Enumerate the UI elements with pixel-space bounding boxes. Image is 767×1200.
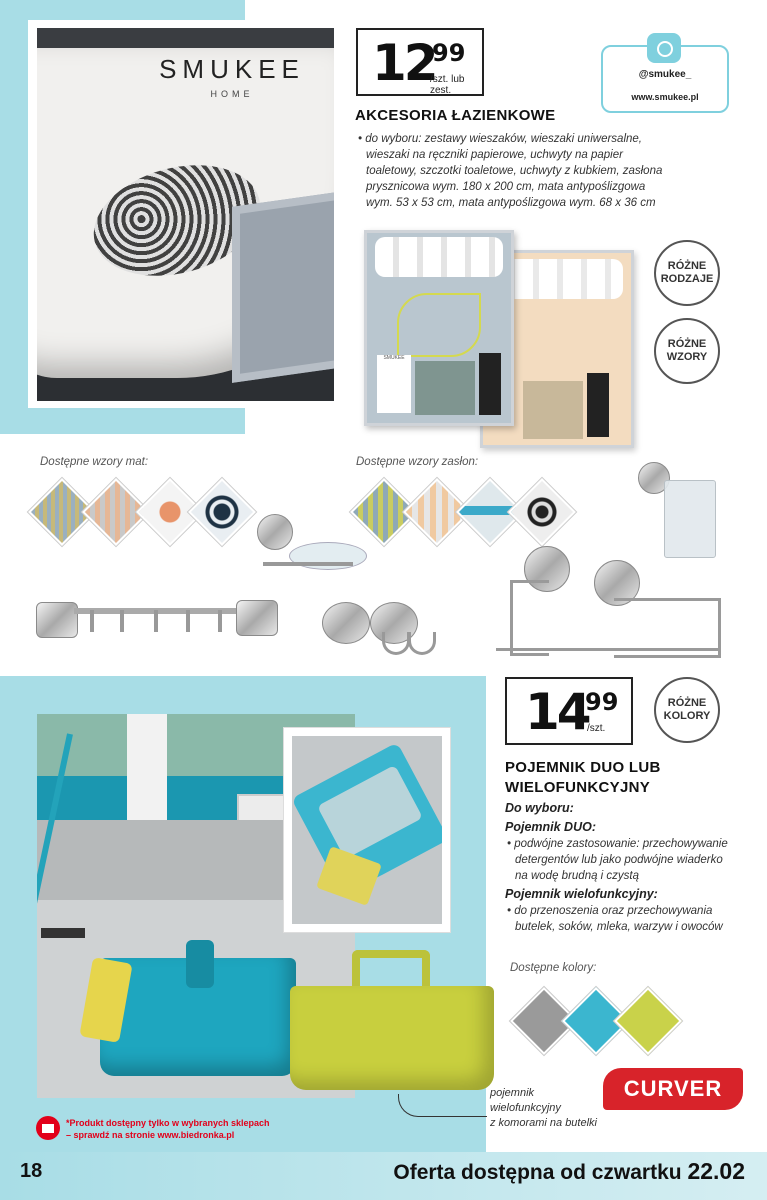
offer2-title-line2: WIELOFUNKCYJNY [505, 779, 651, 796]
price-box-offer2: 14 99 /szt. [505, 677, 633, 745]
duo-description: • podwójne zastosowanie: przechowywanie detergentów lub jako podwójne wiaderko na wodę brudną i czystą [507, 838, 728, 882]
callout-text: pojemnik wielofunkcyjny z komorami na butelki [490, 1087, 597, 1129]
smukee-logo: SMUKEE HOME [159, 54, 305, 99]
duo-bin [100, 940, 296, 1076]
offer-text: Oferta dostępna od czwartku [393, 1161, 682, 1184]
curtain-package-front: SMUKEE [364, 230, 514, 426]
teal-panel-top [0, 0, 245, 20]
biedronka-store-icon [36, 1116, 60, 1140]
hook-rail [36, 596, 278, 638]
offer-availability [393, 1158, 745, 1185]
floor-rug [232, 189, 334, 383]
colors-caption: Dostępne kolory: [510, 962, 597, 974]
cup-holder [636, 460, 716, 560]
curtain-pattern-4 [508, 478, 576, 546]
badge-rozne-rodzaje: RÓŻNE RODZAJE [654, 240, 720, 306]
teal-panel-top-bottom [0, 408, 245, 434]
badge-rozne-kolory: RÓŻNE KOLORY [654, 677, 720, 743]
towel-ring [488, 546, 722, 658]
offer-date: 22.02 [687, 1158, 745, 1184]
offer1-description: • do wyboru: zestawy wieszaków, wieszaki uniwersalne, wieszaki na ręczniki papierowe, uchwyty na papier toaletowy, szczotki toaletowe, uchwyty z kubkiem, zasłona prysznicowa wym. 180 x 200 cm, mata antypoślizgowa wym. 53 x 53 cm, mata antypoślizgowa wym. 68 x 36 cm [358, 133, 663, 209]
teal-panel-top-left [0, 0, 28, 432]
duo-title: Pojemnik DUO: [505, 820, 596, 834]
availability-note: *Produkt dostępny tylko w wybranych sklepach – sprawdź na stronie www.biedronka.pl [66, 1118, 270, 1140]
offer1-title: AKCESORIA ŁAZIENKOWE [355, 107, 556, 124]
bathtub-photo [37, 28, 334, 401]
multifunction-bin [290, 950, 494, 1090]
inset-photo [284, 728, 450, 932]
social-handle: @smukee_ [638, 69, 692, 80]
callout-arrow [398, 1094, 487, 1117]
curtains-caption: Dostępne wzory zasłon: [356, 456, 479, 468]
mat-pattern-4 [188, 478, 256, 546]
multi-title: Pojemnik wielofunkcyjny: [505, 887, 658, 901]
multi-description: • do przenoszenia oraz przechowywania butelek, soków, mleka, warzyw i owoców [507, 905, 723, 933]
social-badge [601, 45, 729, 113]
color-swatch-lime [614, 987, 682, 1055]
soap-dish [255, 512, 365, 584]
offer2-title-line1: POJEMNIK DUO LUB [505, 759, 661, 776]
offer2-choice-label: Do wyboru: [505, 801, 574, 815]
website: www.smukee.pl [631, 92, 699, 102]
curver-logo: CURVER [603, 1068, 743, 1110]
badge-rozne-wzory: RÓŻNE WZORY [654, 318, 720, 384]
price-box-offer1: 12 99 /szt. lub zest. [356, 28, 484, 96]
page-number: 18 [20, 1160, 43, 1182]
mats-caption: Dostępne wzory mat: [40, 456, 149, 468]
instagram-icon [647, 33, 681, 63]
double-hooks [322, 602, 438, 658]
